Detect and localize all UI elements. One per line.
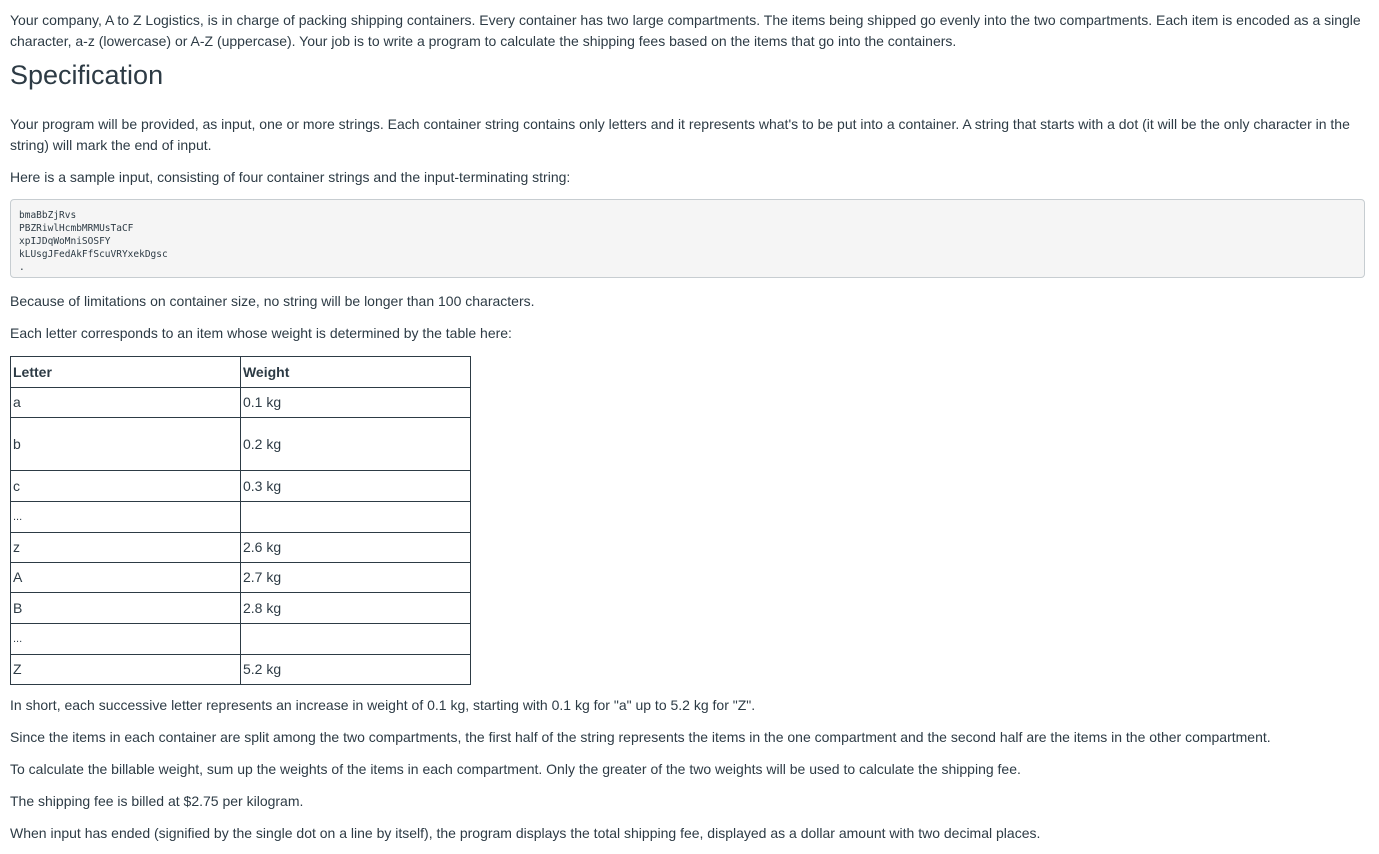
letter-cell: A — [11, 563, 241, 593]
table-intro-paragraph: Each letter corresponds to an item whose weight is determined by the table here: — [10, 325, 512, 341]
weight-table — [10, 356, 471, 685]
table-row — [11, 388, 471, 418]
table-row — [11, 533, 471, 563]
weight-cell — [240, 624, 470, 655]
header-letter: Letter — [11, 357, 241, 388]
letter-cell: Z — [11, 655, 241, 685]
table-row — [11, 471, 471, 502]
weight-cell: 2.7 kg — [240, 563, 470, 593]
rate-paragraph: The shipping fee is billed at $2.75 per kilogram. — [10, 793, 304, 809]
weight-cell — [240, 502, 470, 533]
weight-cell: 2.6 kg — [240, 533, 470, 563]
letter-cell: b — [11, 418, 241, 471]
table-row — [11, 418, 471, 471]
spec-paragraph: Your program will be provided, as input, one or more strings. Each container string contains only letters and it represents what's to be put into a container. A string that starts with a dot (it will be the only character in the string) will mark the end of input. — [10, 116, 1350, 153]
letter-cell: ... — [11, 624, 241, 655]
specification-heading: Specification — [10, 60, 164, 90]
table-row — [11, 655, 471, 685]
sample-intro-paragraph: Here is a sample input, consisting of four container strings and the input-terminating string: — [10, 169, 571, 185]
intro-paragraph: Your company, A to Z Logistics, is in charge of packing shipping containers. Every container has two large compartments. The items being shipped go evenly into the two compartments. Each item is encoded as a single character, a-z (lowercase) or A-Z (uppercase). Your job is to write a program to calculate the shipping fees based on the items that go into the containers. — [10, 12, 1361, 49]
output-paragraph: When input has ended (signified by the single dot on a line by itself), the program displays the total shipping fee, displayed as a dollar amount with two decimal places. — [10, 825, 1041, 841]
letter-cell: ... — [11, 502, 241, 533]
weight-cell: 2.8 kg — [240, 593, 470, 624]
weight-cell: 0.2 kg — [240, 418, 470, 471]
summary-paragraph: In short, each successive letter represents an increase in weight of 0.1 kg, starting with 0.1 kg for "a" up to 5.2 kg for "Z". — [10, 697, 756, 713]
weight-cell: 5.2 kg — [240, 655, 470, 685]
letter-cell: z — [11, 533, 241, 563]
header-weight: Weight — [240, 357, 470, 388]
table-row — [11, 624, 471, 655]
table-row — [11, 593, 471, 624]
table-row — [11, 563, 471, 593]
weight-cell: 0.3 kg — [240, 471, 470, 502]
split-paragraph: Since the items in each container are split among the two compartments, the first half of the string represents the items in the one compartment and the second half are the items in the other compartment. — [10, 729, 1271, 745]
letter-cell: a — [11, 388, 241, 418]
table-header-row — [11, 357, 471, 388]
billable-paragraph: To calculate the billable weight, sum up the weights of the items in each compartment. Only the greater of the two weights will be used to calculate the shipping fee. — [10, 761, 1021, 777]
table-row — [11, 502, 471, 533]
weight-cell: 0.1 kg — [240, 388, 470, 418]
limit-paragraph: Because of limitations on container size, no string will be longer than 100 characters. — [10, 293, 535, 309]
letter-cell: c — [11, 471, 241, 502]
sample-input-code-block: bmaBbZjRvs PBZRiwlHcmbMRMUsTaCF xpIJDqWoMniSOSFY kLUsgJFedAkFfScuVRYxekDgsc . — [10, 199, 1365, 278]
letter-cell: B — [11, 593, 241, 624]
